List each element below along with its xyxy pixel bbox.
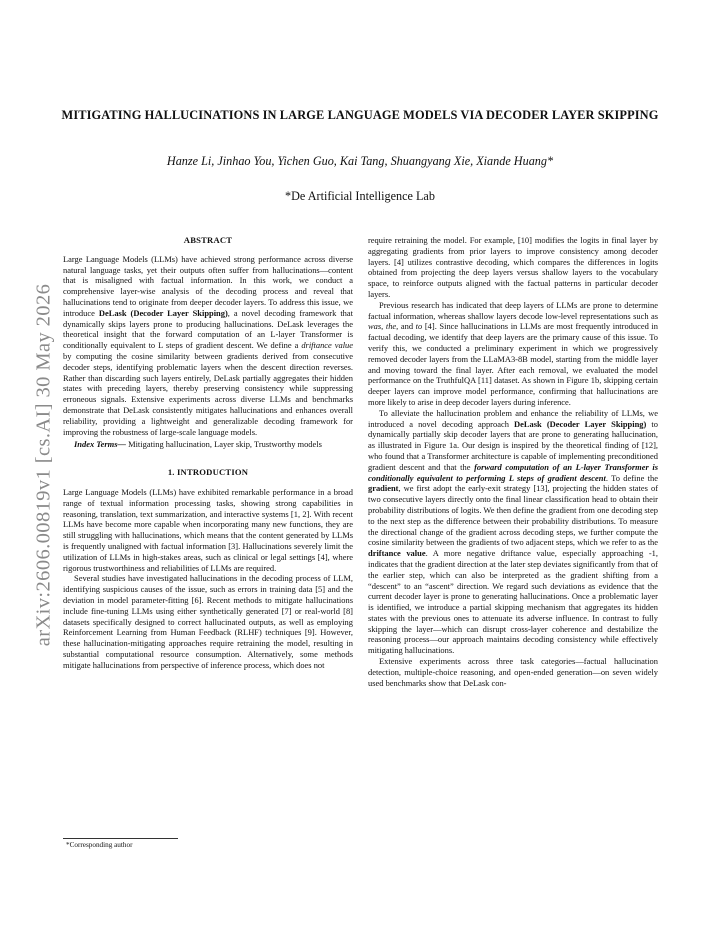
footnote-rule — [63, 838, 178, 839]
affiliation: *De Artificial Intelligence Lab — [285, 189, 435, 203]
right-paragraph-4: Extensive experiments across three task categories—factual hallucination detection, multiple-choice reasoning, and open-ended generation—on seven widely used benchmarks show that DeLask con- — [368, 656, 658, 688]
arxiv-sidebar — [20, 240, 68, 690]
corresponding-author-footnote: *Corresponding author — [66, 841, 133, 849]
right-paragraph-2: Previous research has indicated that deep layers of LLMs are prone to determine factual information, whereas shallow layers decode low-level representations such as was, the, and to [4]. Since hallucinations in LLMs are most frequently introduced in factual decoding, we identify that deep layers are the primary cause of this issue. To verify this, we conducted a preliminary experiment in which we progressively removed decoder layers from the LLaMA3-8B model, starting from the middle layer and moving toward the final layer. After each removal, we evaluated the model performance on the TruthfulQA [11] dataset. As shown in Figure 1b, skipping certain deeper layers can improve model performance, confirming that hallucinations are more likely to arise in deep decoder layers during inference. — [368, 299, 658, 407]
introduction-heading: 1. INTRODUCTION — [167, 467, 249, 478]
arxiv-identifier[interactable]: arXiv:2606.00819v1 [cs.AI] 30 May 2026 — [32, 283, 55, 647]
author-list: Hanze Li, Jinhao You, Yichen Guo, Kai Tang, Shuangyang Xie, Xiande Huang* — [166, 154, 554, 168]
right-paragraph-1: require retraining the model. For example, [10] modifies the logits in final layer by aggregating gradients from prior layers to improve consistency among decoder layers. [4] utilizes contrastive decoding, which compares the differences in logits obtained from projecting the deep layers versus shallow layers to the vocabulary space, to reinforce outputs aligned with the factual patterns in particular decoder layers. — [368, 235, 658, 299]
intro-paragraph-1: Large Language Models (LLMs) have exhibited remarkable performance in a broad range of textual information processing tasks, showing strong capabilities in reasoning, translation, text summarization, and interactive systems [1, 2]. With recent LLMs have become more capable when incorporating many new functions, they are still struggling with hallucinations, which means that the content generated by LLMs is frequently unaligned with factual information [3]. Hallucinations severely limit the utilization of LLMs in high-stakes areas, such as clinical or legal settings [4], where rigorous trustworthiness and reliabilities of LLMs are required. — [63, 486, 353, 573]
method-name: DeLask (Decoder Layer Skipping) — [98, 307, 228, 318]
key-claim: forward computation of an L-layer Transformer is conditionally equivalent to performing L steps of gradient descent — [368, 461, 659, 483]
abstract-body: Large Language Models (LLMs) have achieved strong performance across diverse natural language tasks, yet their outputs often suffer from hallucinations—content that is misaligned with factual information. In this work, we conduct a comprehensive layer-wise analysis of the decoding process and reveal that hallucinations tend to originate from deeper decoder layers. To address this issue, we introduce DeLask (Decoder Layer Skipping), a novel decoding framework that dynamically skips layers prone to producing hallucinations. DeLask leverages the theoretical insight that the forward computation of an L-layer Transformer is conditionally equivalent to L steps of gradient descent. We define a driftance value by computing the cosine similarity between gradients derived from consecutive decoder steps, identifying problematic layers when the descent direction reverses. Rather than discarding such layers entirely, DeLask partially aggregates their hidden states with preceding layers, thereby preserving consistency while suppressing erroneous signals. Extensive experiments across diverse LLMs and benchmarks demonstrate that DeLask consistently mitigates hallucinations and enhances overall reliability, providing a lightweight and generalizable decoding framework for improving the robustness of large-scale language models. — [63, 253, 354, 437]
intro-paragraph-2: Several studies have investigated hallucinations in the decoding process of LLM, identifying suspicious causes of the issue, such as errors in training data [5] and the deviation in model parameter-fitting [6]. Recent methods to mitigate hallucinations include fine-tuning LLMs using either synthetically generated [7] or real-world [8] datasets specifically designed to correct hallucinated outputs, as well as employing Reinforcement Learning from Human Feedback (RLHF) techniques [9]. However, these hallucination-mitigating approaches require retraining the model, resulting in substantial computational resource consumption. Alternatively, some methods mitigate hallucinations from perspective of inference process, which does not — [63, 573, 353, 670]
left-column — [63, 232, 353, 670]
driftance-term: driftance value — [301, 340, 354, 351]
paper-title: MITIGATING HALLUCINATIONS IN LARGE LANGUAGE MODELS VIA DECODER LAYER SKIPPING — [61, 108, 659, 122]
method-name-inline: DeLask (Decoder Layer Skipping) — [514, 418, 647, 429]
right-paragraph-3: To alleviate the hallucination problem and enhance the reliability of LLMs, we introduced a novel decoding approach DeLask (Decoder Layer Skipping) to dynamically partially skip decoder layers that are prone to generating hallucination, as illustrated in Figure 1a. Our design is inspired by the theoretical finding of [12], who found that a Transformer architecture is capable of implementing preconditioned gradient descent and that the forward computation of an L-layer Transformer is conditionally equivalent to performing L steps of gradient descent. To define the gradient, we first adopt the early-exit strategy [13], projecting the hidden states of two consecutive layers directly onto the final linear classification head to obtain their probability distributions of logits. We then define the gradient from one decoding step to the next step as the difference between their probability distributions. To measure the directional change of the gradient across decoding steps, we further compute the cosine similarity between the gradients of two adjacent steps, which we refer to as the driftance value. A more negative driftance value, especially approaching -1, indicates that the gradient direction at the later step deviates significantly from that of the earlier step, which can also be interpreted as the gradient shifting from a “descent” to an “ascent” direction. We regard such deviations as evidence that the current decoder layer is prone to generating hallucinations. Once a problematic layer is identified, we introduce a partial skipping mechanism that aggregates its hidden states with the previous ones to attenuate its adverse influence. In contrast to fully skipping the layer—which can disrupt cross-layer coherence and destabilize the reasoning process—our approach maintains decoding consistency while effectively mitigating hallucinations. — [368, 407, 659, 656]
abstract-heading: ABSTRACT — [183, 235, 233, 245]
right-column — [368, 235, 658, 688]
index-terms: Index Terms— Mitigating hallucination, Layer skip, Trustworthy models — [74, 439, 322, 450]
